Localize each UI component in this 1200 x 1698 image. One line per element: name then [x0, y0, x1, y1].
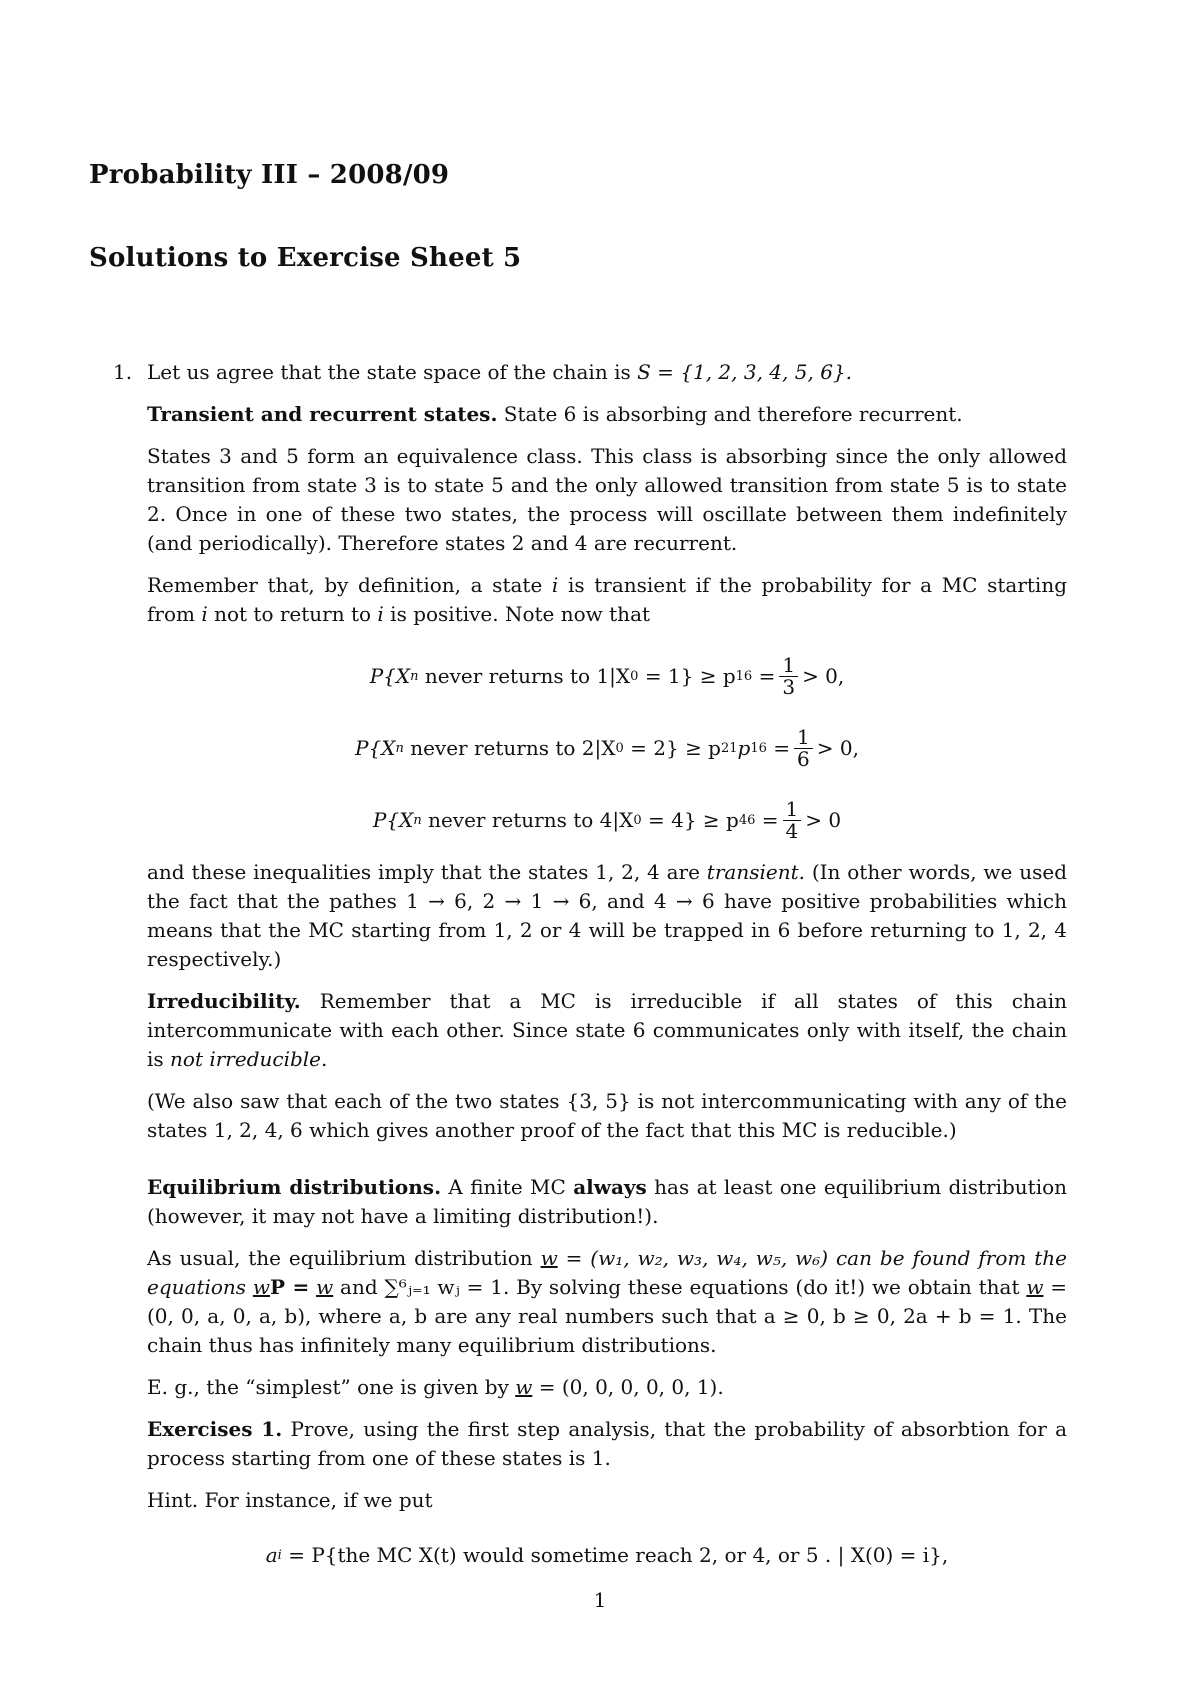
page-number: 1 [593, 1588, 607, 1612]
inequalities-paragraph: and these inequalities imply that the states 1, 2, 4 are transient. (In other words, we used the fact that the pathes 1 → 6, 2 → 1 → 6, and 4 → 6 have positive probabilities which means that the MC starting from 1, 2 or 4 will be trapped in 6 before returning to 1, 2, 4 respectively.) [147, 860, 1067, 971]
transient-heading: Transient and recurrent states. [147, 402, 498, 426]
equation-return-4: P{X n never returns to 4|X 0 = 4} ≥ p 46 = $\frac{1}{4}$ > 0 [372, 796, 842, 843]
equation-return-1: P{X n never returns to 1|X 0 = 1} ≥ p 16 = $\frac{1}{3}$ > 0, [369, 652, 845, 699]
equilibrium-paragraph: Equilibrium distributions. A finite MC always has at least one equilibrium distribution (however, it may not have a limiting distribution!). [147, 1175, 1068, 1228]
solution-body [113, 358, 1068, 1586]
fraction: $\frac{1}{3}$ [779, 655, 798, 698]
transient-paragraph: Transient and recurrent states. State 6 is absorbing and therefore recurrent. [147, 402, 963, 426]
equilibrium-heading: Equilibrium distributions. [147, 1175, 442, 1199]
as-usual-paragraph: As usual, the equilibrium distribution w = (w₁, w₂, w₃, w₄, w₅, w₆) can be found from the equations wP = w and ∑⁶ⱼ₌₁ wⱼ = 1. By solving these equations (do it!) we obtain that w = (0, 0, a, 0, a, b), where a, b are any real numbers such that a ≥ 0, b ≥ 0, 2a + b = 1. The chain thus has infinitely many equilibrium distributions. [147, 1246, 1068, 1357]
example-paragraph: E. g., the “simplest” one is given by w = (0, 0, 0, 0, 0, 1). [147, 1375, 724, 1399]
item-1-intro: 1. Let us agree that the state space of the chain is S = {1, 2, 3, 4, 5, 6}. [147, 358, 1067, 387]
equation-return-2: P{X n never returns to 2|X 0 = 2} ≥ p 21 p 16 = $\frac{1}{6}$ > 0, [355, 724, 859, 771]
irreducibility-paragraph: Irreducibility. Remember that a MC is irreducible if all states of this chain intercommunicate with each other. Since state 6 communicates only with itself, the chain is not irreducible. [147, 989, 1068, 1071]
remember-paragraph: Remember that, by definition, a state i is transient if the probability for a MC starting from i not to return to i is positive. Note now that [147, 573, 1068, 626]
exercises-heading: Exercises 1. [147, 1417, 283, 1441]
fraction: $\frac{1}{4}$ [783, 799, 802, 842]
equation-absorption: a i = P{the MC X(t) would sometime reach 2, or 4, or 5 . | X(0) = i}, [265, 1542, 949, 1567]
fraction: $\frac{1}{6}$ [794, 727, 813, 770]
reducible-paragraph: (We also saw that each of the two states {3, 5} is not intercommunicating with any of the states 1, 2, 4, 6 which gives another proof of the fact that this MC is reducible.) [147, 1089, 1067, 1142]
equivalence-paragraph: States 3 and 5 form an equivalence class. This class is absorbing since the only allowed transition from state 3 is to state 5 and the only allowed transition from state 5 is to state 2. Once in one of these two states, the process will oscillate between them indefinitely (and periodically). Therefore states 2 and 4 are recurrent. [147, 444, 1067, 555]
page-subtitle: Solutions to Exercise Sheet 5 [89, 243, 522, 273]
hint-paragraph: Hint. For instance, if we put [147, 1488, 433, 1512]
irreducibility-heading: Irreducibility. [147, 989, 301, 1013]
item-number: 1. [113, 360, 133, 384]
exercises-paragraph: Exercises 1. Prove, using the first step analysis, that the probability of absorbtion for a process starting from one of these states is 1. [147, 1417, 1067, 1470]
page-title: Probability III – 2008/09 [89, 160, 450, 190]
